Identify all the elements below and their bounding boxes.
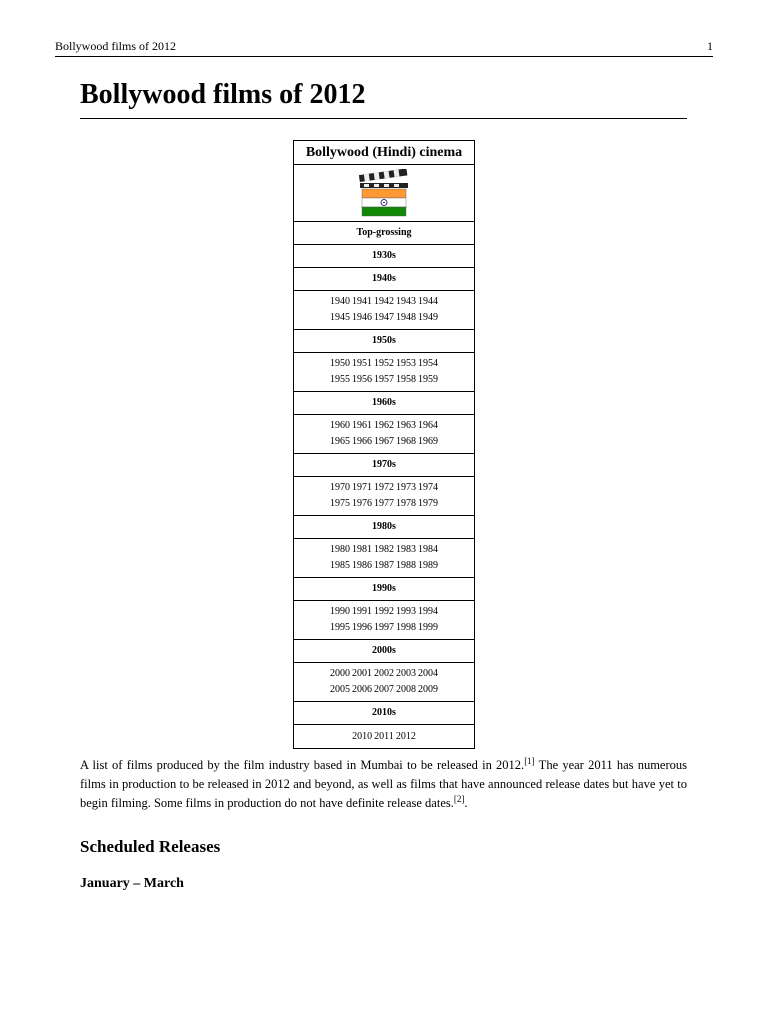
- year-link[interactable]: 1957: [374, 374, 394, 385]
- infobox-year-list: [294, 291, 474, 330]
- page-title: Bollywood films of 2012: [80, 76, 687, 119]
- year-row: [329, 294, 439, 310]
- year-link[interactable]: 1990: [330, 606, 350, 617]
- year-row: [329, 604, 439, 620]
- year-link[interactable]: 1969: [418, 436, 438, 447]
- infobox-year-list: [294, 725, 474, 748]
- infobox-year-list: [294, 539, 474, 578]
- year-link[interactable]: 1951: [352, 358, 372, 369]
- clapperboard-india-flag-icon: [356, 169, 412, 217]
- year-row: [329, 666, 439, 682]
- infobox: [293, 140, 475, 749]
- infobox-section-label[interactable]: 2010s: [294, 702, 474, 725]
- year-link[interactable]: 1976: [352, 498, 372, 509]
- year-link[interactable]: 1940: [330, 296, 350, 307]
- year-link[interactable]: 1982: [374, 544, 394, 555]
- year-row: [329, 620, 439, 636]
- year-link[interactable]: 1991: [352, 606, 372, 617]
- infobox-section-label[interactable]: 1970s: [294, 454, 474, 477]
- year-link[interactable]: 1941: [352, 296, 372, 307]
- year-link[interactable]: 1979: [418, 498, 438, 509]
- year-link[interactable]: 1999: [418, 622, 438, 633]
- intro-text-1: A list of films produced by the film industry based in Mumbai to be released in 2012.: [80, 758, 525, 772]
- year-link[interactable]: 2001: [352, 668, 372, 679]
- year-link[interactable]: 1942: [374, 296, 394, 307]
- year-link[interactable]: 1959: [418, 374, 438, 385]
- infobox-section-label[interactable]: 1960s: [294, 392, 474, 415]
- year-link[interactable]: 2007: [374, 684, 394, 695]
- year-link[interactable]: 1955: [330, 374, 350, 385]
- year-link[interactable]: 1983: [396, 544, 416, 555]
- year-link[interactable]: 1961: [352, 420, 372, 431]
- year-link[interactable]: 1986: [352, 560, 372, 571]
- intro-paragraph: [80, 756, 687, 813]
- running-title: Bollywood films of 2012: [55, 39, 177, 53]
- year-link[interactable]: 1981: [352, 544, 372, 555]
- india-flag-icon: [362, 189, 406, 216]
- year-link[interactable]: 1977: [374, 498, 394, 509]
- year-link[interactable]: 1997: [374, 622, 394, 633]
- year-link[interactable]: 1958: [396, 374, 416, 385]
- year-link[interactable]: 1948: [396, 312, 416, 323]
- year-link[interactable]: 1956: [352, 374, 372, 385]
- year-link[interactable]: 1962: [374, 420, 394, 431]
- year-link[interactable]: 2002: [374, 668, 394, 679]
- year-row: [351, 729, 417, 745]
- year-link[interactable]: 2004: [418, 668, 438, 679]
- year-row: [329, 496, 439, 512]
- subsection-heading: January – March: [80, 876, 184, 891]
- year-link[interactable]: 2000: [330, 668, 350, 679]
- year-link[interactable]: 1994: [418, 606, 438, 617]
- intro-text-2: The year 2011 has numerous films in production to be released in 2012 and beyond, as well as films that have announced release dates but have yet to begin filming. Some films in production do not have definite release dates.: [80, 758, 687, 810]
- year-row: [329, 434, 439, 450]
- year-row: [329, 310, 439, 326]
- year-link[interactable]: 1985: [330, 560, 350, 571]
- infobox-year-list: [294, 353, 474, 392]
- year-link[interactable]: 1945: [330, 312, 350, 323]
- section-heading: Scheduled Releases: [80, 837, 221, 856]
- year-link[interactable]: 1973: [396, 482, 416, 493]
- year-link[interactable]: 1972: [374, 482, 394, 493]
- running-header: [55, 38, 713, 57]
- infobox-section-label[interactable]: 1980s: [294, 516, 474, 539]
- year-link[interactable]: 1988: [396, 560, 416, 571]
- infobox-section-label[interactable]: Top-grossing: [294, 222, 474, 245]
- year-link[interactable]: 1989: [418, 560, 438, 571]
- year-link[interactable]: 1992: [374, 606, 394, 617]
- year-link[interactable]: 1953: [396, 358, 416, 369]
- year-link[interactable]: 1954: [418, 358, 438, 369]
- year-link[interactable]: 1946: [352, 312, 372, 323]
- infobox-year-list: [294, 663, 474, 702]
- year-row: [329, 372, 439, 388]
- infobox-section-label[interactable]: 1950s: [294, 330, 474, 353]
- infobox-section-label[interactable]: 2000s: [294, 640, 474, 663]
- year-row: [329, 480, 439, 496]
- year-link[interactable]: 1963: [396, 420, 416, 431]
- intro-text-3: .: [464, 796, 468, 810]
- year-link[interactable]: 2012: [395, 730, 416, 742]
- year-row: [329, 418, 439, 434]
- year-link[interactable]: 1947: [374, 312, 394, 323]
- year-link[interactable]: 1974: [418, 482, 438, 493]
- year-link[interactable]: 1995: [330, 622, 350, 633]
- infobox-year-list: [294, 601, 474, 640]
- infobox-year-list: [294, 415, 474, 454]
- infobox-sections: [294, 222, 474, 748]
- year-row: [329, 558, 439, 574]
- year-link[interactable]: 1980: [330, 544, 350, 555]
- year-row: [329, 682, 439, 698]
- year-link[interactable]: 2005: [330, 684, 350, 695]
- infobox-year-list: [294, 477, 474, 516]
- year-row: [329, 356, 439, 372]
- infobox-section-label[interactable]: 1990s: [294, 578, 474, 601]
- year-link[interactable]: 1952: [374, 358, 394, 369]
- year-link[interactable]: 2003: [396, 668, 416, 679]
- year-link[interactable]: 2009: [418, 684, 438, 695]
- year-row: [329, 542, 439, 558]
- year-link[interactable]: 1971: [352, 482, 372, 493]
- year-link[interactable]: 1950: [330, 358, 350, 369]
- year-link[interactable]: 1968: [396, 436, 416, 447]
- page-number: 1: [707, 39, 713, 53]
- year-link[interactable]: 2008: [396, 684, 416, 695]
- year-link[interactable]: 1998: [396, 622, 416, 633]
- year-link[interactable]: 1996: [352, 622, 372, 633]
- year-link[interactable]: 1964: [418, 420, 438, 431]
- year-link[interactable]: 1967: [374, 436, 394, 447]
- year-link[interactable]: 1970: [330, 482, 350, 493]
- year-link[interactable]: 1965: [330, 436, 350, 447]
- year-link[interactable]: 1975: [330, 498, 350, 509]
- infobox-section-label[interactable]: 1940s: [294, 268, 474, 291]
- year-link[interactable]: 2011: [374, 730, 394, 742]
- year-link[interactable]: 1966: [352, 436, 372, 447]
- year-link[interactable]: 1949: [418, 312, 438, 323]
- year-link[interactable]: 1978: [396, 498, 416, 509]
- infobox-section-label[interactable]: 1930s: [294, 245, 474, 268]
- infobox-title: Bollywood (Hindi) cinema: [294, 141, 474, 165]
- year-link[interactable]: 1943: [396, 296, 416, 307]
- year-link[interactable]: 1984: [418, 544, 438, 555]
- year-link[interactable]: 2010: [352, 730, 373, 742]
- reference-link-2[interactable]: [2]: [453, 793, 465, 804]
- year-link[interactable]: 1960: [330, 420, 350, 431]
- infobox-image: [294, 165, 474, 222]
- year-link[interactable]: 2006: [352, 684, 372, 695]
- year-link[interactable]: 1993: [396, 606, 416, 617]
- reference-link-1[interactable]: [1]: [524, 755, 535, 766]
- year-link[interactable]: 1987: [374, 560, 394, 571]
- year-link[interactable]: 1944: [418, 296, 438, 307]
